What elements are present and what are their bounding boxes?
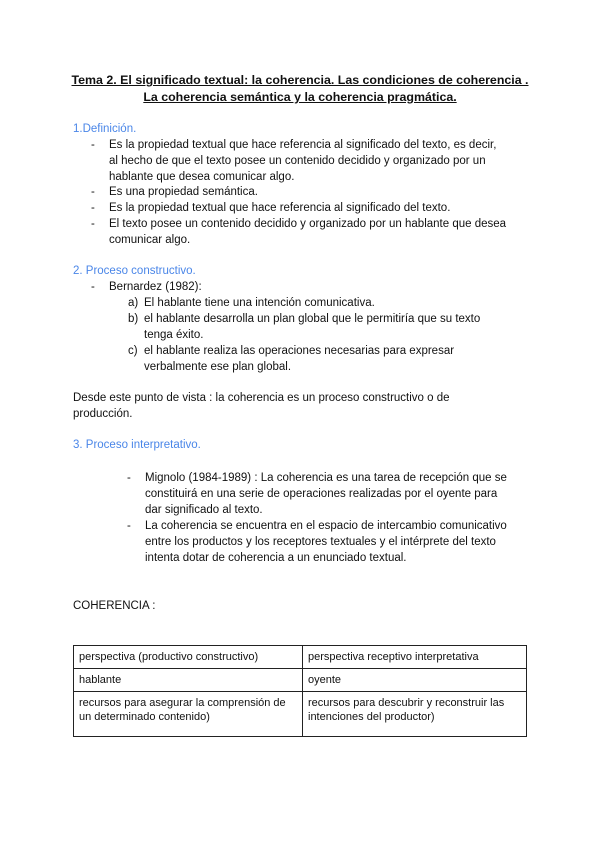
- bullet-dash: -: [91, 281, 95, 293]
- table-row: [74, 646, 527, 669]
- list-marker: a): [128, 297, 139, 309]
- list-item: Bernardez (1982):: [109, 281, 202, 293]
- list-item: comunicar algo.: [109, 234, 191, 246]
- list-item: Es una propiedad semántica.: [109, 186, 258, 198]
- list-item: La coherencia se encuentra en el espacio de intercambio comunicativo: [145, 520, 507, 532]
- bullet-dash: -: [91, 139, 95, 151]
- table-cell: perspectiva receptivo interpretativa: [303, 646, 527, 669]
- table-cell: oyente: [303, 669, 527, 692]
- list-item: El texto posee un contenido decidido y organizado por un hablante que desea: [109, 218, 507, 230]
- document-title-line-2: La coherencia semántica y la coherencia pragmática.: [143, 90, 457, 104]
- list-item: Es la propiedad textual que hace referencia al significado del texto.: [109, 202, 451, 214]
- bullet-dash: -: [91, 218, 95, 230]
- table-cell: perspectiva (productivo constructivo): [74, 646, 303, 669]
- list-item: Es la propiedad textual que hace referencia al significado del texto, es decir,: [109, 139, 497, 151]
- bullet-dash: -: [127, 520, 131, 532]
- list-item: Mignolo (1984-1989) : La coherencia es una tarea de recepción que se: [145, 472, 507, 484]
- table-cell: recursos para asegurar la comprensión de un determinado contenido): [74, 692, 303, 737]
- table-cell: hablante: [74, 669, 303, 692]
- list-item: tenga éxito.: [144, 329, 204, 341]
- comparison-table: [73, 645, 527, 737]
- list-marker: b): [128, 313, 139, 325]
- coherencia-label: COHERENCIA :: [73, 600, 156, 612]
- paragraph-line: Desde este punto de vista : la coherencia es un proceso constructivo o de: [73, 392, 450, 404]
- bullet-dash: -: [127, 472, 131, 484]
- list-item: dar significado al texto.: [145, 504, 263, 516]
- section-3-heading: 3. Proceso interpretativo.: [73, 439, 201, 451]
- list-item: constituirá en una serie de operaciones realizadas por el oyente para: [145, 488, 498, 500]
- section-2-heading: 2. Proceso constructivo.: [73, 265, 196, 277]
- list-item: verbalmente ese plan global.: [144, 361, 292, 373]
- document-title-line-1: Tema 2. El significado textual: la coherencia. Las condiciones de coherencia .: [71, 73, 529, 87]
- table-row: [74, 669, 527, 692]
- table-row: [74, 692, 527, 737]
- list-item: el hablante realiza las operaciones necesarias para expresar: [144, 345, 455, 357]
- list-item: El hablante tiene una intención comunicativa.: [144, 297, 375, 309]
- bullet-dash: -: [91, 186, 95, 198]
- list-item: hablante que desea comunicar algo.: [109, 171, 295, 183]
- list-item: al hecho de que el texto posee un contenido decidido y organizado por un: [109, 155, 486, 167]
- list-item: intenta dotar de coherencia a un enunciado textual.: [145, 552, 407, 564]
- table-cell: recursos para descubrir y reconstruir las intenciones del productor): [303, 692, 527, 737]
- list-marker: c): [128, 345, 138, 357]
- list-item: el hablante desarrolla un plan global que le permitiría que su texto: [144, 313, 481, 325]
- paragraph-line: producción.: [73, 408, 133, 420]
- list-item: entre los productos y los receptores textuales y el intérprete del texto: [145, 536, 496, 548]
- section-1-heading: 1.Definición.: [73, 123, 137, 135]
- bullet-dash: -: [91, 202, 95, 214]
